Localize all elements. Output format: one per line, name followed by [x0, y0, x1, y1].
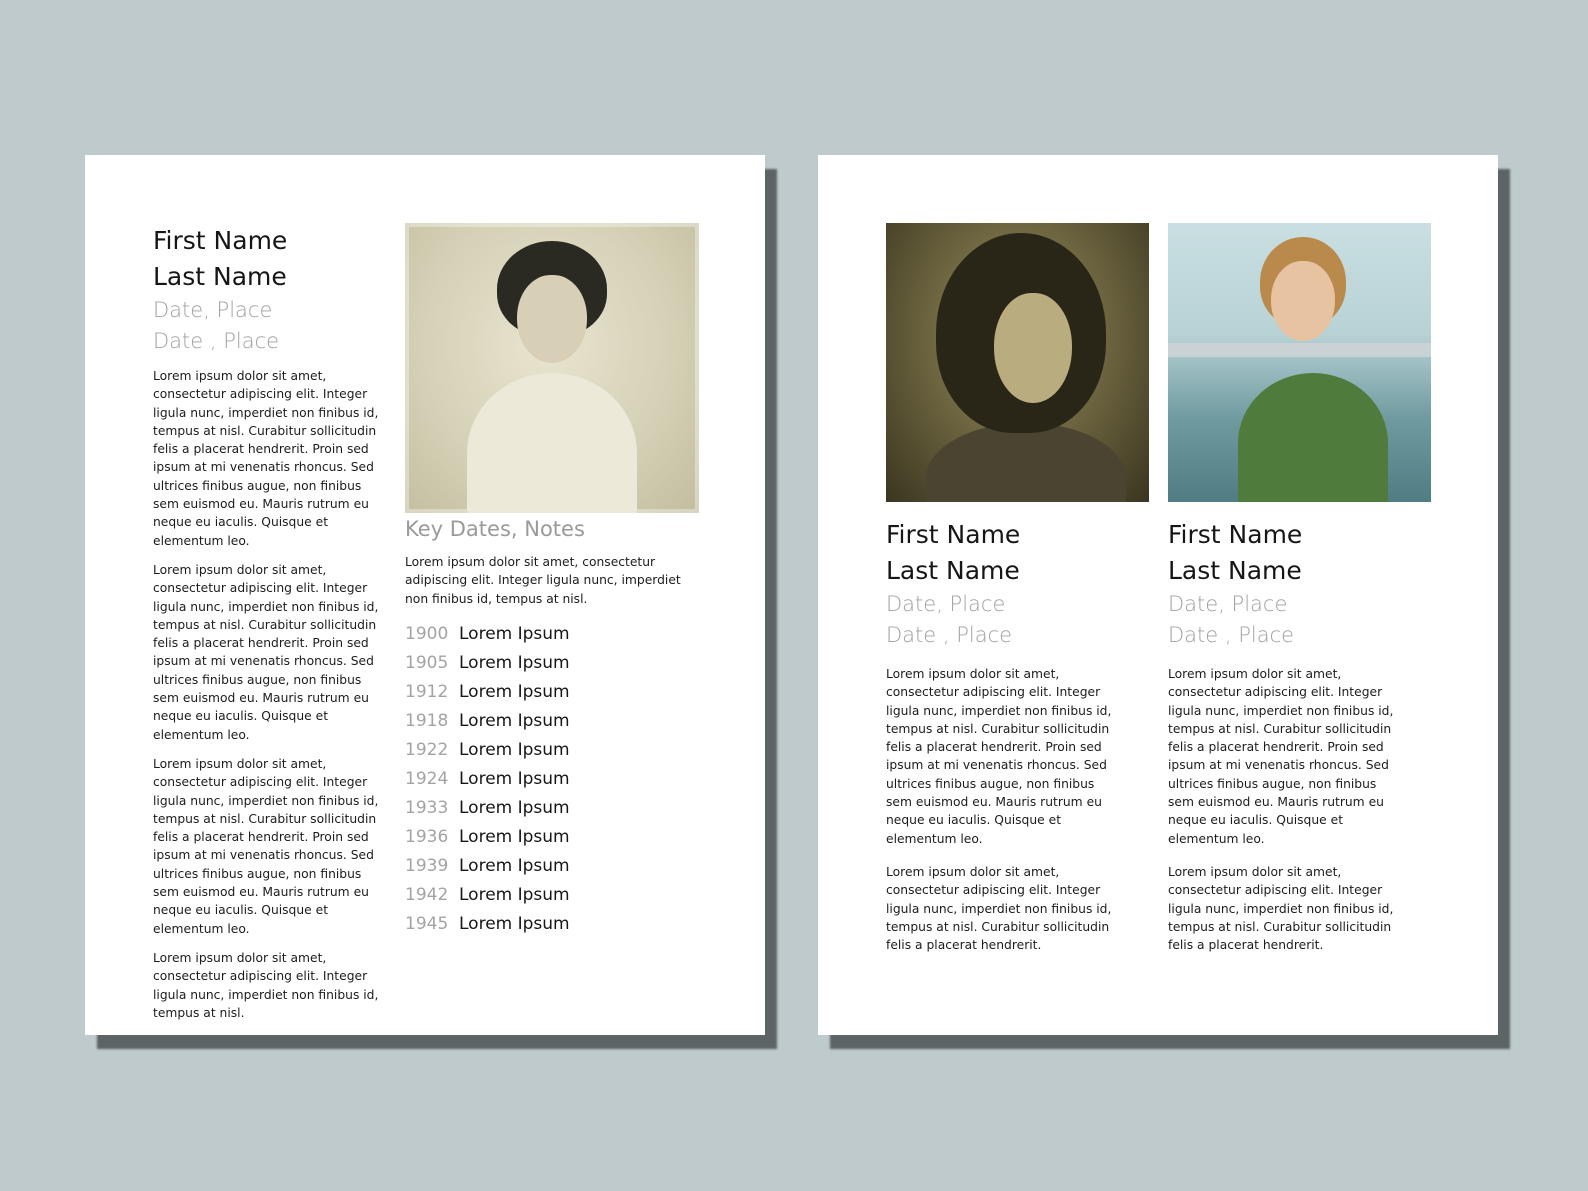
- timeline-event: Lorem Ipsum: [459, 884, 570, 905]
- timeline-year: 1905: [405, 652, 449, 673]
- birth-date-place: Date, Place: [153, 298, 273, 322]
- last-name: Last Name: [1168, 556, 1302, 585]
- timeline-year: 1922: [405, 739, 449, 760]
- portrait-photo-colour: [1168, 223, 1431, 502]
- timeline: [405, 619, 570, 938]
- timeline-event: Lorem Ipsum: [459, 913, 570, 934]
- profile-header: [153, 223, 378, 357]
- death-date-place: Date , Place: [1168, 623, 1295, 647]
- key-dates-heading: Key Dates, Notes: [405, 517, 585, 541]
- timeline-event: Lorem Ipsum: [459, 826, 570, 847]
- portrait-photo-vintage: [405, 223, 699, 513]
- timeline-year: 1900: [405, 623, 449, 644]
- timeline-year: 1939: [405, 855, 449, 876]
- timeline-row: [405, 822, 570, 851]
- timeline-year: 1924: [405, 768, 449, 789]
- biography: [153, 367, 379, 1033]
- timeline-row: [405, 706, 570, 735]
- timeline-year: 1942: [405, 884, 449, 905]
- death-date-place: Date , Place: [886, 623, 1013, 647]
- timeline-row: [405, 619, 570, 648]
- portrait-photo-sepia: [886, 223, 1149, 502]
- first-name: First Name: [886, 520, 1021, 549]
- timeline-row: [405, 648, 570, 677]
- first-name: First Name: [153, 226, 288, 255]
- timeline-event: Lorem Ipsum: [459, 681, 570, 702]
- last-name: Last Name: [153, 262, 287, 291]
- biography-paragraph: Lorem ipsum dolor sit amet, consectetur adipiscing elit. Integer ligula nunc, imperdiet non finibus id, tempus at nisl. Curabitur sollicitudin felis a placerat hendrerit.: [1168, 864, 1394, 953]
- timeline-event: Lorem Ipsum: [459, 652, 570, 673]
- notes-text: Lorem ipsum dolor sit amet, consectetur adipiscing elit. Integer ligula nunc, imperdiet non finibus id, tempus at nisl.: [405, 555, 681, 606]
- first-name: First Name: [1168, 520, 1303, 549]
- timeline-row: [405, 880, 570, 909]
- timeline-year: 1918: [405, 710, 449, 731]
- timeline-event: Lorem Ipsum: [459, 797, 570, 818]
- biography-paragraph: Lorem ipsum dolor sit amet, consectetur adipiscing elit. Integer ligula nunc, imperdiet non finibus id, tempus at nisl. Curabitur sollicitudin felis a placerat hendrerit. Proin sed ipsum at mi venenatis rhoncus. Sed ultrices finibus augue, non finibus sem euismod eu. Mauris rutrum eu neque eu iaculis. Quisque et elementum leo.: [886, 667, 1112, 846]
- timeline-event: Lorem Ipsum: [459, 855, 570, 876]
- biography-paragraph: Lorem ipsum dolor sit amet, consectetur adipiscing elit. Integer ligula nunc, imperdiet non finibus id, tempus at nisl. Curabitur sollicitudin felis a placerat hendrerit. Proin sed ipsum at mi venenatis rhoncus. Sed ultrices finibus augue, non finibus sem euismod eu. Mauris rutrum eu neque eu iaculis. Quisque et elementum leo.: [153, 562, 379, 742]
- birth-date-place: Date, Place: [1168, 592, 1288, 616]
- timeline-row: [405, 851, 570, 880]
- right-page: [818, 155, 1498, 1035]
- timeline-year: 1912: [405, 681, 449, 702]
- timeline-event: Lorem Ipsum: [459, 739, 570, 760]
- biography-paragraph: Lorem ipsum dolor sit amet, consectetur adipiscing elit. Integer ligula nunc, imperdiet non finibus id, tempus at nisl. Curabitur sollicitudin felis a placerat hendrerit. Proin sed ipsum at mi venenatis rhoncus. Sed ultrices finibus augue, non finibus sem euismod eu. Mauris rutrum eu neque eu iaculis. Quisque et elementum leo.: [153, 369, 379, 548]
- timeline-event: Lorem Ipsum: [459, 710, 570, 731]
- profile-card: [886, 517, 1149, 965]
- birth-date-place: Date, Place: [886, 592, 1006, 616]
- timeline-row: [405, 909, 570, 938]
- timeline-row: [405, 677, 570, 706]
- biography-paragraph: Lorem ipsum dolor sit amet, consectetur adipiscing elit. Integer ligula nunc, imperdiet non finibus id, tempus at nisl. Curabitur sollicitudin felis a placerat hendrerit. Proin sed ipsum at mi venenatis rhoncus. Sed ultrices finibus augue, non finibus sem euismod eu. Mauris rutrum eu neque eu iaculis. Quisque et elementum leo.: [1168, 667, 1394, 846]
- timeline-year: 1936: [405, 826, 449, 847]
- timeline-row: [405, 735, 570, 764]
- timeline-year: 1945: [405, 913, 449, 934]
- biography-paragraph: Lorem ipsum dolor sit amet, consectetur adipiscing elit. Integer ligula nunc, imperdiet non finibus id, tempus at nisl.: [153, 950, 379, 1020]
- timeline-event: Lorem Ipsum: [459, 768, 570, 789]
- biography-paragraph: Lorem ipsum dolor sit amet, consectetur adipiscing elit. Integer ligula nunc, imperdiet non finibus id, tempus at nisl. Curabitur sollicitudin felis a placerat hendrerit. Proin sed ipsum at mi venenatis rhoncus. Sed ultrices finibus augue, non finibus sem euismod eu. Mauris rutrum eu neque eu iaculis. Quisque et elementum leo.: [153, 756, 379, 936]
- biography-paragraph: Lorem ipsum dolor sit amet, consectetur adipiscing elit. Integer ligula nunc, imperdiet non finibus id, tempus at nisl. Curabitur sollicitudin felis a placerat hendrerit.: [886, 864, 1112, 953]
- left-page: [85, 155, 765, 1035]
- timeline-year: 1933: [405, 797, 449, 818]
- death-date-place: Date , Place: [153, 329, 280, 353]
- timeline-event: Lorem Ipsum: [459, 623, 570, 644]
- timeline-row: [405, 793, 570, 822]
- last-name: Last Name: [886, 556, 1020, 585]
- profile-card: [1168, 517, 1431, 965]
- timeline-row: [405, 764, 570, 793]
